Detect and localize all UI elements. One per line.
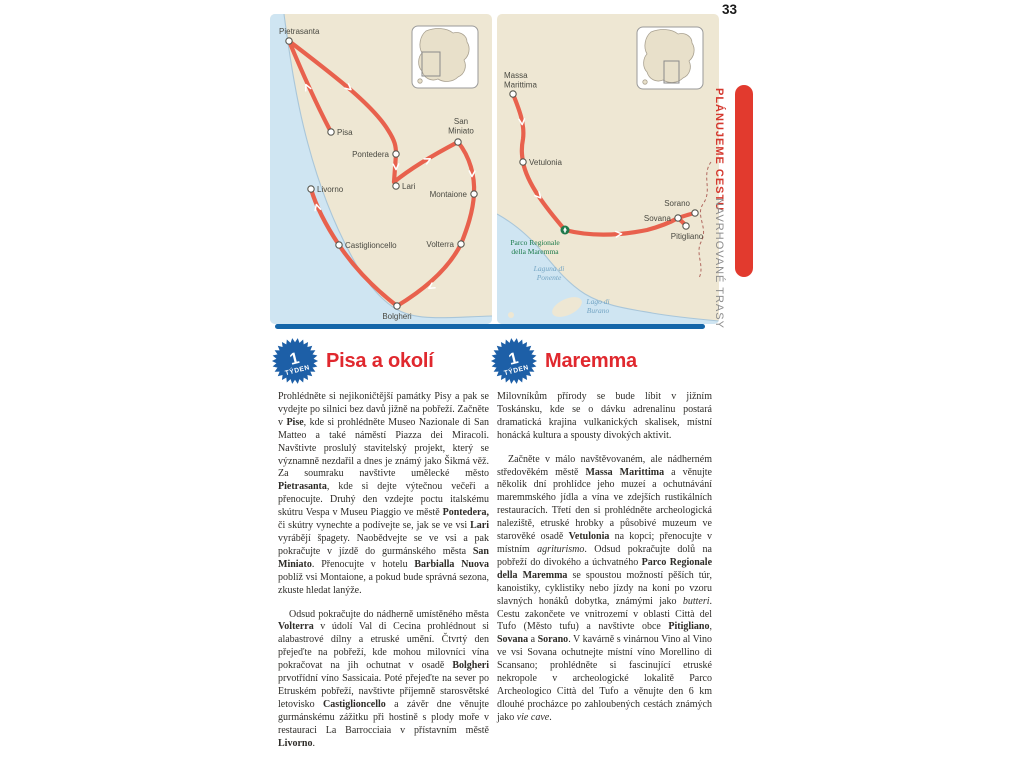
- chapter-edge-tab: [735, 85, 753, 277]
- park-label: Parco Regionale: [510, 238, 560, 247]
- article-body: Milovníkům přírody se bude líbit v jižním Toskánsku, kde se o dávku adrenalinu postará dramatická krajina vulkanických skalisek, místní honácká kultura a spousty divokých aktivit. Začněte v málo navštěvovaném, ale nádherném středověkém městě Massa Marittima a věnujte několik dní prohlídce jeho muzeí a ochutnávání maremmského jídla a vína ve zdejších rustikálních restauracích. Třetí den si prohlédněte archeologická naleziště, etruské hrobky a působivé muzeum ve starověké osadě Vetulonia na kopci; přenocujte v místním agriturismo. Odsud pokračujte dolů na pobřeží do divokého a úchvatného Parco Regionale della Maremma se spoustou možností pěších túr, kanoistiky, cyklistiky nebo jízdy na koni po vzoru slavných honáků dobytka, známými jako butteri. Cestu zakončete ve vnitrozemí v oblasti Città del Tufo (Město tufu) a navštivte obce Pitigliano, Sovana a Sorano. V kavárně s vinárnou Vino al Vino ve vsi Sovana ochutnejte místní víno Morellino di Scansano; prohlédněte si fascinující etruské nekropole v archeologické lokalitě Parco Archeologico Città del Tufo a věnujte den 6 km dlouhé procházce po zahloubených cestách známých jako vie cave.: [497, 391, 713, 723]
- badge-unit: TÝDEN: [284, 364, 311, 378]
- town-label-volterra: Volterra: [426, 240, 454, 249]
- town-marker-sorano: [692, 210, 698, 216]
- water-label: Lago di: [586, 297, 610, 306]
- maremma-route-map: [497, 14, 719, 324]
- badge-unit: TÝDEN: [503, 364, 530, 378]
- island: [508, 312, 514, 318]
- town-label-pietrasanta: Pietrasanta: [279, 27, 320, 36]
- town-marker-bolgheri: [394, 303, 400, 309]
- town-label-sorano: Sorano: [664, 199, 690, 208]
- town-label-massa-marittima: Massa: [504, 71, 528, 80]
- article-body: Prohlédněte si nejikoničtější památky Pisy a pak se vydejte po silnici bez davů jižně na pobřeží. Začněte v Pise, kde si prohlédněte Museo Nazionale di San Matteo a také náměstí Piazza dei Miracoli. Navštivte proslulý stavitelský projekt, který se významně nezdařil a dnes je známý jako Šikmá věž. Za soumraku navštivte umělecké město Pietrasanta, kde si dejte výtečnou večeři a přenocujte. Druhý den vzdejte poctu italskému skútru Vespa v Museu Piaggio ve městě Pontedera, či skútry vynechte a podívejte se, jak se ve vsi Lari vyrábějí špagety. Naobědvejte se ve vsi a pak pokračujte v jízdě do gurmánského města San Miniato. Přenocujte v hotelu Barbialla Nuova poblíž vsi Montaione, a pokud bude správná sezona, zkuste hledat lanýže. Odsud pokračujte do nádherně umístěného města Volterra v údolí Val di Cecina prohlédnout si alabastrové dílny a etruské umění. Čtvrtý den přejeďte na pobřeží, kde mohou milovníci vína pokračovat na jih ochutnat v osadě Bolgheri prvotřídní víno Sassicaia. Poté přejeďte na sever po Etruském pobřeží, navštivte příjemně starosvětské letovisko Castiglioncello a závěr dne věnujte gurmánskému zážitku při hostině s plody moře v restauraci La Barrocciaia v přístavním městě Livorno.: [278, 391, 490, 749]
- pisa-route-map: [270, 14, 492, 324]
- town-marker-sovana: [675, 215, 681, 221]
- section-divider: [275, 324, 705, 329]
- article-title: Pisa a okolí: [326, 349, 434, 372]
- town-marker-volterra: [458, 241, 464, 247]
- town-label-livorno: Livorno: [317, 185, 344, 194]
- badge-number: 1: [287, 349, 302, 369]
- town-label-massa-marittima: Marittima: [504, 80, 537, 90]
- article-pisa: [278, 336, 489, 750]
- town-marker-livorno: [308, 186, 314, 192]
- article-header: [278, 336, 489, 386]
- town-marker-vetulonia: [520, 159, 526, 165]
- town-marker-pontedera: [393, 151, 399, 157]
- edge-tab-title: PLÁNUJEME CESTU: [713, 88, 725, 212]
- town-label-pontedera: Pontedera: [352, 150, 389, 159]
- water-label: Laguna di: [533, 264, 565, 273]
- badge-number: 1: [506, 349, 521, 369]
- park-tree-icon: [561, 226, 570, 235]
- town-marker-montaione: [471, 191, 477, 197]
- water-label: Burano: [586, 306, 610, 315]
- town-marker-lari: [393, 183, 399, 189]
- town-label-castiglioncello: Castiglioncello: [345, 241, 397, 250]
- edge-tab-subtitle: NAVRHOVANÉ TRASY: [713, 198, 725, 329]
- tuscany-inset-map: [412, 26, 478, 88]
- town-marker-san-miniato: [455, 139, 461, 145]
- town-label-pitigliano: Pitigliano: [670, 232, 704, 241]
- page-number: 33: [722, 2, 738, 17]
- town-marker-pisa: [328, 129, 334, 135]
- water-label: Ponente: [536, 273, 562, 282]
- town-label-sovana: Sovana: [643, 214, 671, 223]
- town-label-bolgheri: Bolgheri: [382, 312, 412, 321]
- town-label-montaione: Montaione: [429, 190, 467, 199]
- article-header: [497, 336, 712, 386]
- town-marker-pietrasanta: [286, 38, 292, 44]
- town-label-san-miniato: Miniato: [448, 126, 474, 136]
- town-label-pisa: Pisa: [337, 128, 353, 137]
- town-marker-castiglioncello: [336, 242, 342, 248]
- town-marker-pitigliano: [683, 223, 689, 229]
- tuscany-inset-map: [637, 27, 703, 89]
- town-label-lari: Lari: [402, 182, 416, 191]
- town-label-vetulonia: Vetulonia: [529, 158, 562, 167]
- article-maremma: [497, 336, 712, 725]
- park-label: della Maremma: [511, 247, 559, 256]
- week-badge: [490, 337, 538, 385]
- town-label-san-miniato: San: [453, 117, 469, 126]
- town-marker-massa-marittima: [510, 91, 516, 97]
- week-badge: [271, 337, 319, 385]
- article-title: Maremma: [545, 349, 637, 372]
